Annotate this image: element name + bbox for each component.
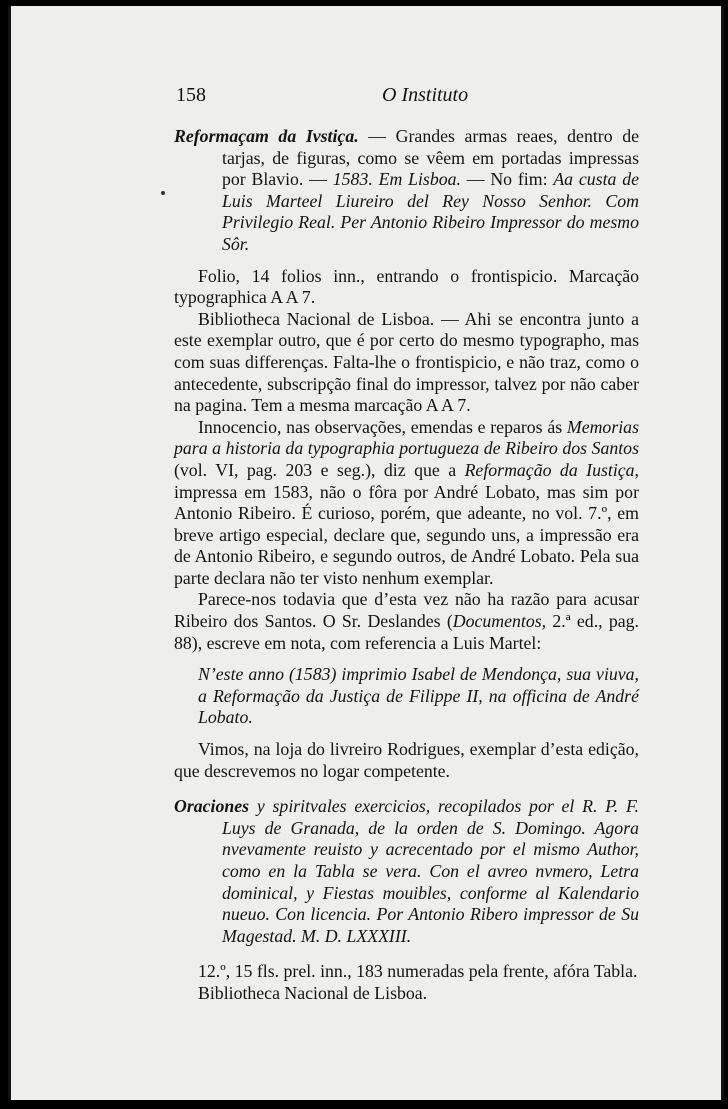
bibliotheca-paragraph-2: Bibliotheca Nacional de Lisboa. [198,982,428,1003]
parece-text-a: Parece-nos todavia que d’esta vez não ha razão para acusar Ribeiro dos Santos. O Sr. Deslandes ( [174,589,639,632]
page-number: 158 [176,84,206,106]
ink-speck [161,191,165,195]
fim-label: — No fim: [460,169,554,190]
page-body [174,126,639,1005]
innocencio-paragraph [174,417,639,590]
inno-title-memorias: Memorias para a historia da typographia portugueza de Ribeiro dos Santos [174,416,639,459]
folio-paragraph: Folio, 14 folios inn., entrando o frontispicio. Marcação typographica A A 7. [174,265,639,308]
entry-description: — Grandes armas reaes, dentro de tarjas, de figuras, como se vêem em portadas impressas por Blavio. — [222,126,639,190]
running-title: O Instituto [382,84,469,106]
entry-body: y spiritvales exercicios, recopilados por el R. P. F. Luys de Granada, de la orden de S. Domingo. Agora nvevamente reuisto y acrecentado por el mismo Author, como en la Tabla se vera. Con el avreo nvmero, Letra dominical, y Fiestas mouibles, conforme al Kalendario nueuo. Con licencia. Por Antonio Ribero impressor de Su Magestad. M. D. LXXXIII. [222,796,639,946]
parece-text-c: 2.ª ed., pag. 88), escreve em nota, com referencia a Luis Martel: [174,611,639,653]
desc-paragraph: 12.º, 15 fls. prel. inn., 183 numeradas pela frente, afóra Tabla. [198,961,638,982]
inno-text-a: Innocencio, nas observações, emendas e reparos ás [198,416,567,437]
parece-documentos: Documentos, [452,611,547,632]
running-header [176,84,605,110]
inno-text-c: (vol. VI, pag. 203 e seg.), diz que a [174,459,465,480]
parece-paragraph [174,589,639,654]
entry-date: 1583. Em Lisboa. [332,169,461,190]
inno-title-reformacao: Reformação da Iustiça, [464,459,640,480]
quotation: N’este anno (1583) imprimio Isabel de Mendonça, sua viuva, a Reformação da Justiça de Filippe II, na officina de André Lobato. [198,664,639,728]
bibliotheca-paragraph: Bibliotheca Nacional de Lisboa. — Ahi se encontra junto a este exemplar outro, que é por certo do mesmo typographo, mas com suas differenças. Falta-lhe o frontispicio, e não traz, como o antecedente, subscripção final do impressor, talvez por não caber na pagina. Tem a mesma marcação A A 7. [174,308,639,416]
inno-text-e: impressa em 1583, não o fôra por André Lobato, mas sim por Antonio Ribeiro. É curioso, porém, que adeante, no vol. 7.º, em breve artigo especial, declare que, segundo uns, a impressão era de Antonio Ribeiro, e segundo outros, de André Lobato. Pela sua parte declara não ter visto nenhum exemplar. [174,481,639,588]
vimos-paragraph: Vimos, na loja do livreiro Rodrigues, exemplar d’esta edição, que descrevemos no logar competente. [174,739,639,781]
entry-title: Oraciones [174,796,250,817]
colophon: Aa custa de Luis Marteel Liureiro del Rey Nosso Senhor. Com Privilegio Real. Per Antonio Ribeiro Impressor do mesmo Sôr. [222,169,639,254]
entry-oraciones [174,796,639,947]
entry-reformacam [174,126,639,256]
entry-title: Reformaçam da Ivstiça. [174,126,359,146]
book-page [8,6,724,1100]
